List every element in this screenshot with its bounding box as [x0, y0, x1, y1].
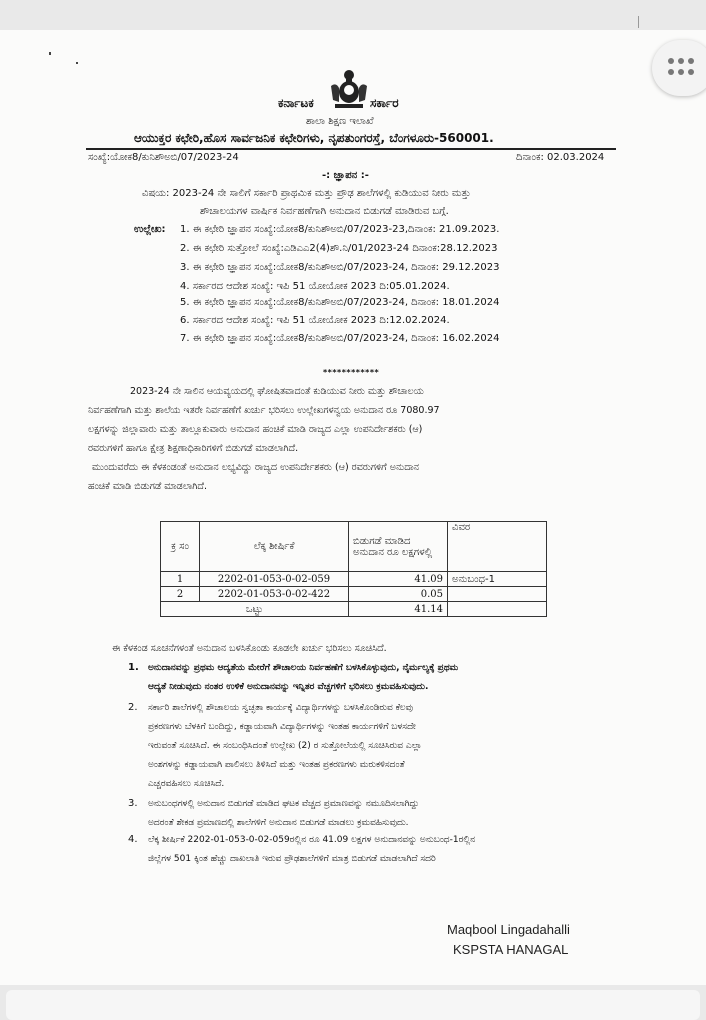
instruction-number: 3.: [128, 798, 138, 809]
instruction-number: 1.: [128, 662, 139, 673]
instruction-line: ಅನುದಾನವನ್ನು ಪ್ರಥಮ ಆದ್ಯತೆಯ ಮೇರೆಗೆ ಶೌಚಾಲಯ ನಿರ್ವಹಣೆಗೆ ಬಳಸಿಕೊಳ್ಳುವುದು, ನೈರ್ಮಲ್ಯಕ್ಕೆ ಪ್ರಥಮ: [148, 663, 459, 673]
reference-item: 3. ಈ ಕಛೇರಿ ಜ್ಞಾಪನ ಸಂಖ್ಯೆ:ಯೋಕ8/ಕುನಿಶೌಅಬಿ/07/2023-24, ದಿನಾಂಕ: 29.12.2023: [180, 262, 500, 273]
instruction-line: ಜಿಲ್ಲೆಗಳ 501 ಕ್ಕಿಂತ ಹೆಚ್ಚು ದಾಖಲಾತಿ ಇರುವ ಪ್ರೌಢಶಾಲೆಗಳಿಗೆ ಮಾತ್ರ ಬಿಡುಗಡೆ ಮಾಡಲಾಗಿದೆ ಸದರಿ: [148, 854, 436, 864]
table-total-row: [161, 602, 547, 617]
cell-head: 2202-01-053-0-02-059: [200, 572, 349, 587]
instructions-intro: ಈ ಕೆಳಕಂಡ ಸೂಚನೆಗಳಂತೆ ಅನುದಾನ ಬಳಸಿಕೊಂಡು ಕೂಡಲೇ ಖರ್ಚು ಭರಿಸಲು ಸೂಚಿಸಿದೆ.: [112, 643, 387, 654]
column-header: ಬಿಡುಗಡೆ ಮಾಡಿದ ಅನುದಾನ ರೂ ಲಕ್ಷಗಳಲ್ಲಿ: [349, 522, 448, 572]
instruction-line: ಎಚ್ಚರವಹಿಸಲು ಸೂಚಿಸಿದೆ.: [148, 779, 225, 789]
cell-sl: 1: [161, 572, 200, 587]
total-amount: 41.14: [349, 602, 448, 617]
header-divider: [86, 148, 616, 150]
grant-table: [160, 521, 547, 617]
column-header: ಕ್ರ ಸಂ: [161, 522, 200, 572]
instruction-line: ಇರುವಂತೆ ಸೂಚಿಸಿದೆ. ಈ ಸಂಬಂಧಿಸಿದಂತೆ ಉಲ್ಲೇಖ (2) ರ ಸುತ್ತೋಲೆಯಲ್ಲಿ ಸೂಚಿಸಿರುವ ಎಲ್ಲಾ: [148, 741, 422, 751]
grid-dots-icon: [668, 58, 698, 78]
instruction-number: 2.: [128, 702, 138, 713]
instruction-line: ಅದರಂತೆ ಶೇಕಡ ಪ್ರಮಾಣದಲ್ಲಿ ಶಾಲೆಗಳಿಗೆ ಅನುದಾನ ಬಿಡುಗಡೆ ಮಾಡಲು ಕ್ರಮವಹಿಸುವುದು.: [148, 818, 409, 828]
cell-detail: ಅನುಬಂಧ-1: [448, 572, 547, 587]
body-paragraph-line: ಮುಂದುವರೆದು ಈ ಕೆಳಕಂಡಂತೆ ಅನುದಾನ ಲಭ್ಯವಿದ್ದು ರಾಜ್ಯದ ಉಪನಿರ್ದೇಶಕರು (ಆ) ರವರುಗಳಿಗೆ ಅನುದಾನ: [92, 462, 420, 473]
subject-line-2: ಶೌಚಾಲಯಗಳ ವಾರ್ಷಿಕ ನಿರ್ವಹಣೆಗಾಗಿ ಅನುದಾನ ಬಿಡುಗಡೆ ಮಾಡಿರುವ ಬಗ್ಗೆ.: [200, 206, 449, 217]
body-paragraph-line: ರವರುಗಳಿಗೆ ಹಾಗೂ ಕ್ಷೇತ್ರ ಶಿಕ್ಷಣಾಧಿಕಾರಿಗಳಿಗೆ ಬಿಡುಗಡೆ ಮಾಡಲಾಗಿದೆ.: [88, 443, 299, 454]
instruction-line: ಸರ್ಕಾರಿ ಶಾಲೆಗಳಲ್ಲಿ ಶೌಚಾಲಯ ಸ್ವಚ್ಛತಾ ಕಾರ್ಯಕ್ಕೆ ವಿದ್ಯಾರ್ಥಿಗಳನ್ನು ಬಳಸಿಕೊಂಡಿರುವ ಕೆಲವು: [148, 703, 413, 713]
total-label: ಒಟ್ಟು: [161, 602, 349, 617]
instruction-line: ಲೆಕ್ಕ ಶೀರ್ಷಿಕೆ 2202-01-053-0-02-059ರಲ್ಲಿನ ರೂ 41.09 ಲಕ್ಷಗಳ ಅನುದಾನವನ್ನು ಅನುಬಂಧ-1ರಲ್ಲಿನ: [148, 835, 476, 845]
table-row: [161, 572, 547, 587]
issue-date: ದಿನಾಂಕ: 02.03.2024: [516, 152, 605, 163]
body-paragraph-line: 2023-24 ನೇ ಸಾಲಿನ ಆಯವ್ಯಯದಲ್ಲಿ ಘೋಷಿತವಾದಂತೆ ಕುಡಿಯುವ ನೀರು ಮತ್ತು ಶೌಚಾಲಯ: [130, 386, 424, 397]
body-paragraph-line: ಹಂಚಿಕೆ ಮಾಡಿ ಬಿಡುಗಡೆ ಮಾಡಲಾಗಿದೆ.: [88, 481, 207, 492]
reference-item: 1. ಈ ಕಛೇರಿ ಜ್ಞಾಪನ ಸಂಖ್ಯೆ:ಯೋಕ8/ಕುನಿಶೌಅಬಿ/07/2023-23,ದಿನಾಂಕ: 21.09.2023.: [180, 224, 500, 235]
body-paragraph-line: ಲಕ್ಷಗಳನ್ನು ಜಿಲ್ಲಾವಾರು ಮತ್ತು ತಾಲ್ಲೂಕುವಾರು ಅನುದಾನ ಹಂಚಿಕೆ ಮಾಡಿ ರಾಜ್ಯದ ಎಲ್ಲಾ ಉಪನಿರ್ದೇಶಕರು (ಆ): [88, 424, 423, 435]
next-page-card[interactable]: [6, 990, 700, 1020]
reference-item: 7. ಈ ಕಛೇರಿ ಜ್ಞಾಪನ ಸಂಖ್ಯೆ:ಯೋಕ8/ಕುನಿಶೌಅಬಿ/07/2023-24, ದಿನಾಂಕ: 16.02.2024: [180, 333, 500, 344]
cell-sl: 2: [161, 587, 200, 602]
reference-number: ಸಂಖ್ಯೆ:ಯೋಕ8/ಕುನಿಶೌಅಬಿ/07/2023-24: [88, 152, 239, 163]
column-header: ಲೆಕ್ಕ ಶೀರ್ಷಿಕೆ: [200, 522, 349, 572]
cell-amount: 0.05: [349, 587, 448, 602]
instruction-line: ಆದ್ಯತೆ ನೀಡುವುದು ನಂತರ ಉಳಿಕೆ ಅನುದಾನವನ್ನು ಇನ್ನಿತರ ವೆಚ್ಚಗಳಿಗೆ ಭರಿಸಲು ಕ್ರಮವಹಿಸುವುದು.: [148, 682, 429, 692]
reference-item: 4. ಸರ್ಕಾರದ ಆದೇಶ ಸಂಖ್ಯೆ: ಇಪಿ 51 ಯೋಯೋಕ 2023 ದಿ:05.01.2024.: [180, 281, 450, 292]
state-name-right: ಸರ್ಕಾರ: [370, 96, 399, 110]
column-header: ವಿವರ: [448, 522, 547, 572]
subject-line-1: ವಿಷಯ: 2023-24 ನೇ ಸಾಲಿಗೆ ಸರ್ಕಾರಿ ಪ್ರಾಥಮಿಕ ಮತ್ತು ಪ್ರೌಢ ಶಾಲೆಗಳಲ್ಲಿ ಕುಡಿಯುವ ನೀರು ಮತ್ತು: [142, 188, 471, 199]
cell-detail: [448, 587, 547, 602]
cell-empty: [448, 602, 547, 617]
office-address: ಆಯುಕ್ತರ ಕಛೇರಿ,ಹೊಸ ಸಾರ್ವಜನಿಕ ಕಛೇರಿಗಳು, ನೃಪತುಂಗರಸ್ತೆ, ಬೆಂಗಳೂರು-560001.: [134, 131, 494, 145]
reference-item: 5. ಈ ಕಛೇರಿ ಜ್ಞಾಪನ ಸಂಖ್ಯೆ:ಯೋಕ8/ಕುನಿಶೌಅಬಿ/07/2023-24, ದಿನಾಂಕ: 18.01.2024: [180, 297, 500, 308]
references-label: ಉಲ್ಲೇಖ:: [134, 224, 166, 235]
department-name: ಶಾಲಾ ಶಿಕ್ಷಣ ಇಲಾಖೆ: [306, 116, 374, 127]
table-row: [161, 587, 547, 602]
page-corner-mark: [638, 16, 647, 28]
body-paragraph-line: ನಿರ್ವಹಣೆಗಾಗಿ ಮತ್ತು ಶಾಲೆಯ ಇತರೇ ನಿರ್ವಹಣೆಗೆ ಖರ್ಚು ಭರಿಸಲು ಉಲ್ಲೇಖಗಳನ್ವಯ ಅನುದಾನ ರೂ 7080.97: [88, 405, 440, 416]
signature-org: KSPSTA HANAGAL: [453, 942, 569, 957]
section-separator: ************: [323, 368, 380, 377]
cell-head: 2202-01-053-0-02-422: [200, 587, 349, 602]
state-name-left: ಕರ್ನಾಟಕ: [278, 96, 314, 110]
instruction-number: 4.: [128, 834, 138, 845]
signature-name: Maqbool Lingadahalli: [447, 922, 570, 937]
cell-amount: 41.09: [349, 572, 448, 587]
reference-item: 2. ಈ ಕಛೇರಿ ಸುತ್ತೋಲೆ ಸಂಖ್ಯೆ:ಎಡಿಎಎ2(4)ಶೌ.ನಿ/01/2023-24 ದಿನಾಂಕ:28.12.2023: [180, 243, 498, 254]
karnataka-emblem-icon: [327, 68, 371, 110]
apps-menu-button[interactable]: [652, 40, 706, 96]
instruction-line: ಪ್ರಕರಣಗಳು ಬೆಳಕಿಗೆ ಬಂದಿದ್ದು, ಕಡ್ಡಾಯವಾಗಿ ವಿದ್ಯಾರ್ಥಿಗಳನ್ನು ಇಂತಹ ಕಾರ್ಯಗಳಿಗೆ ಬಳಸದೇ: [148, 722, 416, 732]
notice-title: -: ಜ್ಞಾಪನ :-: [322, 170, 369, 181]
table-header-row: [161, 522, 547, 572]
reference-item: 6. ಸರ್ಕಾರದ ಆದೇಶ ಸಂಖ್ಯೆ: ಇಪಿ 51 ಯೋಯೋಕ 2023 ದಿ:12.02.2024.: [180, 315, 450, 326]
scan-speck: [76, 62, 78, 64]
instruction-line: ಅಂಶಗಳನ್ನು ಕಡ್ಡಾಯವಾಗಿ ಪಾಲಿಸಲು ತಿಳಿಸಿದೆ ಮತ್ತು ಇಂತಹ ಪ್ರಕರಣಗಳು ಮರುಕಳಿಸದಂತೆ: [148, 760, 405, 770]
instruction-line: ಅನುಬಂಧಗಳಲ್ಲಿ ಅನುದಾನ ಬಿಡುಗಡೆ ಮಾಡಿದ ಘಟಕ ವೆಚ್ಚದ ಪ್ರಮಾಣವನ್ನು ನಮೂದಿಸಲಾಗಿದ್ದು: [148, 799, 420, 809]
scan-speck: [49, 52, 51, 55]
